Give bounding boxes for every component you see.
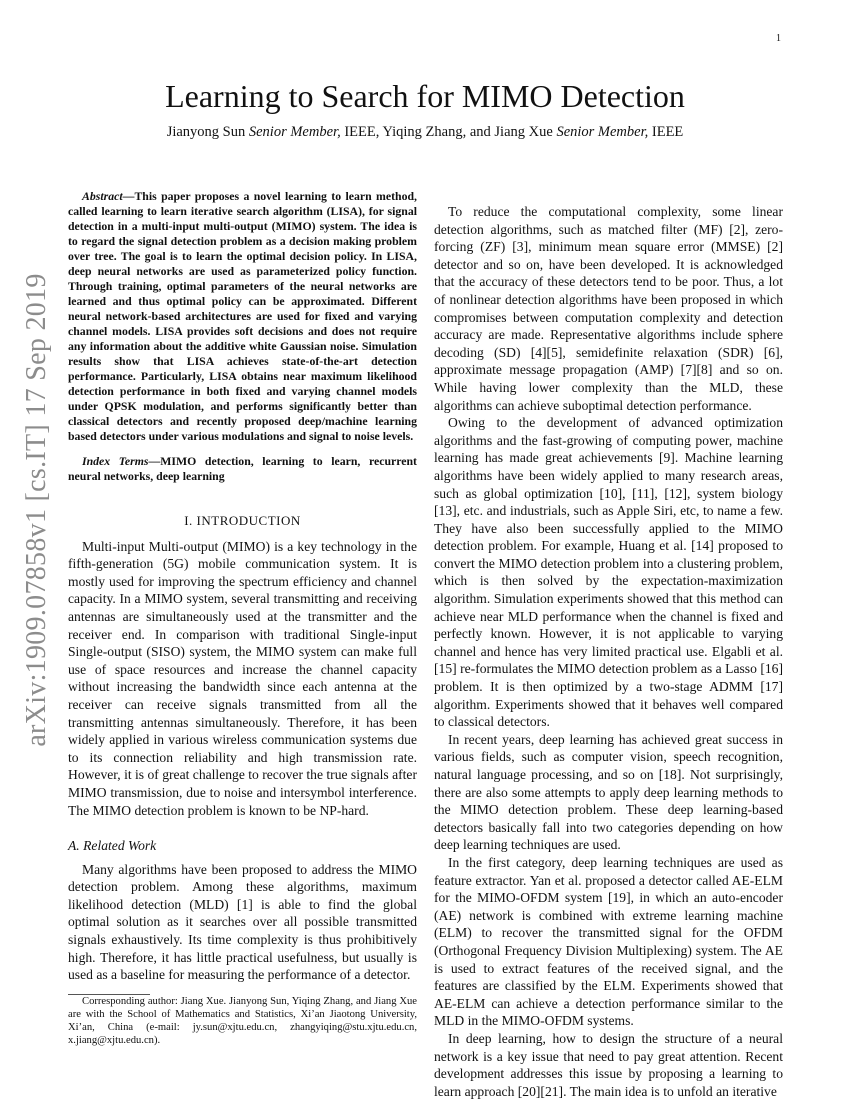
author-1: Jianyong Sun [166, 124, 246, 140]
section-heading-introduction: I. INTRODUCTION [184, 513, 301, 528]
abstract-label: Abstract [82, 189, 123, 203]
arxiv-side-stamp [2, 273, 72, 747]
footnote: Corresponding author: Jiang Xue. Jianyong Sun, Yiqing Zhang, and Jiang Xue are with the School of Mathematics and Statistics, Xi’an Jiaotong University, Xi’an, China (e-mail: jy.sun@xjtu.edu.cn, zhangyiqing@stu.xjtu.edu.cn, x.jiang@xjtu.edu.cn). [68, 995, 417, 1046]
related-work-paragraph: Many algorithms have been proposed to address the MIMO detection problem. Among these algorithms, maximum likelihood detection (MLD) [1] is able to find the global optimal solution as it searches over all possible transmitted signals exhaustively. Its time complexity is thus prohibitively high. Therefore, it has little practical usefulness, but usually is used as a baseline for measuring the performance of a detector. [68, 861, 417, 983]
index-terms [68, 454, 417, 484]
abstract-text: —This paper proposes a novel learning to learn method, called learning to learn iterative search algorithm (LISA), for signal detection in a multi-input multi-output (MIMO) system. The idea is to regard the signal detection problem as a decision making problem over tree. The goal is to learn the optimal decision policy. In LISA, deep neural networks are used as parameterized policy function. Through training, optimal parameters of the neural networks are learned and thus optimal policy can be approximated. Different neural network-based architectures are used for fixed and varying channel models. LISA provides soft decisions and does not require any information about the additive white Gaussian noise. Simulation results show that LISA achieves state-of-the-art detection performance. Particularly, LISA obtains near maximum likelihood detection performance in both fixed and varying channel models under QPSK modulation, and performs significantly better than classical detectors and recently proposed deep/machine learning based detectors under various modulations and signal to noise levels. [68, 189, 417, 443]
author-3-org: IEEE [651, 124, 684, 140]
right-column [434, 203, 783, 1100]
abstract [68, 189, 417, 444]
author-1-role: Senior Member, [248, 124, 341, 140]
right-paragraph-2: Owing to the development of advanced optimization algorithms and the fast-growing of computing power, machine learning has made great achievements [9]. Machine learning algorithms have been widely applied to many research areas, such as global optimization [10], [11], [12], system biology [13], etc. and industrials, such as Apple Siri, etc, to name a few. They have also been successfully applied to the MIMO detection problem. For example, Huang et al. [14] proposed to convert the MIMO detection problem into a clustering problem, which is then solved by the expectation-maximization algorithm. Simulation experiments showed that this method can achieve near MLD performance when the channel is fixed and perfectly known. However, it is not applicable to varying channel and hence has very limited practical use. Elgabli et al. [15] re-formulates the MIMO detection problem as a Lasso [16] problem. It is then optimized by a two-stage ADMM [17] algorithm. Experiments showed that it behaves well compared to classical detectors. [434, 415, 783, 730]
right-paragraph-3: In recent years, deep learning has achieved great success in various fields, such as computer vision, speech recognition, natural language processing, and so on [18]. Not surprisingly, there are also some attempts to apply deep learning methods to the MIMO detection problem. These deep learning-based detectors basically fall into two categories depending on how deep learning techniques are used. [434, 731, 783, 853]
index-terms-text: —MIMO detection, learning to learn, recurrent neural networks, deep learning [68, 454, 417, 483]
paper-title: Learning to Search for MIMO Detection [165, 78, 685, 114]
intro-paragraph: Multi-input Multi-output (MIMO) is a key technology in the fifth-generation (5G) mobile communication system. It is mostly used for improving the spectrum efficiency and channel capacity. In a MIMO system, several transmitting and receiving antennas are simultaneously used at the transmitter and the receiver end. In comparison with traditional Single-input Single-output (SISO) system, the MIMO system can make full use of space resources and increase the channel capacity without increasing the bandwidth since each antenna at the receiver can receive signals transmitted from all the transmitting antennas simultaneously. Therefore, it has been widely applied in various wireless communication systems due to its connection reliability and high transmission rate. However, it is of great challenge to recover the true signals after MIMO transmission, due to noise and intersymbol interference. The MIMO detection problem is known to be NP-hard. [68, 538, 417, 818]
author-2-3: Yiqing Zhang, and Jiang Xue [382, 124, 553, 140]
right-paragraph-4: In the first category, deep learning techniques are used as feature extractor. Yan et al. proposed a detector called AE-ELM for the MIMO-OFDM system [19], in which an auto-encoder (AE) network is combined with extreme learning machine (ELM) to recover the transmitted signal for the OFDM (Orthogonal Frequency Division Multiplexing) system. The AE is used to extract features of the received signal, and the features are classified by the ELM. Experiments showed that AE-ELM can achieve a detection performance similar to the MLD in the MIMO-OFDM systems. [434, 854, 783, 1029]
author-3-role: Senior Member, [556, 124, 649, 140]
right-paragraph-1: To reduce the computational complexity, some linear detection algorithms, such as matched filter (MF) [2], zero-forcing (ZF) [3], minimum mean square error (MMSE) [2] detector and so on, have been developed. It is acknowledged that the accuracy of these detectors tend to be poor. Thus, a lot of nonlinear detection algorithms have been proposed in which compromises between computation complexity and detection accuracy are made. Representative algorithms include sphere decoding (SD) [4][5], semidefinite relaxation (SDR) [6], approximate message propagation (AMP) [7][8] and so on. While having lower complexity than the MLD, these algorithms can achieve suboptimal detection performance. [434, 204, 783, 413]
subsection-heading-related-work: A. Related Work [68, 838, 157, 854]
author-1-org: IEEE, [344, 124, 380, 140]
right-paragraph-5: In deep learning, how to design the structure of a neural network is a key issue that need to pay great attention. Recent development addresses this issue by proposing a learning to learn approach [20][21]. The main idea is to unfold an iterative [434, 1030, 783, 1099]
author-line [0, 124, 850, 141]
left-column [68, 189, 417, 1047]
index-terms-label: Index Terms [82, 454, 149, 468]
arxiv-stamp-text: arXiv:1909.07858v1 [cs.IT] 17 Sep 2019 [21, 273, 52, 747]
page-number: 1 [776, 33, 781, 44]
